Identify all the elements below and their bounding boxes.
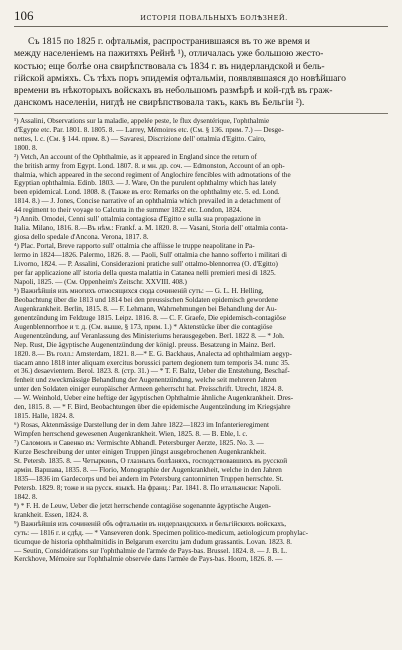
footnote-line: Livorno, 1824. — P. Assalini, Considerazioni pratiche sull' ottalmo-blennorrea (O. d'Egitto): [14, 260, 278, 269]
main-line: костью; еще болѣе она свирѣпствовала съ 1834 г. въ нидерландской и бель-: [14, 60, 325, 72]
footnote-line: 1814. 8.) — J. Jones, Concise narrative of an ophthalmia which prevailed in a detachment of: [14, 197, 281, 206]
footnote-line: ticumque de historia ophthalmitidis in Belgarum exercitu jam dudum grassantis. Lovan. 1823. 8.: [14, 537, 292, 546]
footnote-line: giosa dello spedale d'Ancona. Verona, 1817. 8.: [14, 233, 149, 242]
footnote-line: unter den Soldaten einiger europäischer Armeen geherrscht hat. Preisschrift. Utrecht, 1824. 8.: [14, 385, 284, 394]
footnote-line: Italia. Milano, 1816. 8.—Въ нѣм.: Frankf. a. M. 1820. 8. — Vasani, Storia dell' ottalmia conta-: [14, 224, 288, 233]
main-line: Съ 1815 по 1825 г. офтальмія, распространившаяся въ то же время и: [28, 36, 310, 47]
footnote-line: Kurze Beschreibung der unter einigen Truppen jüngst ausgebrochenen Augenkrankheit.: [14, 448, 267, 457]
footnote-line: d'Égypte etc. Par. 1801. 8. 1805. 8. — Larrey, Mémoires etc. (См. § 136. прим. 7.) — Desge-: [14, 125, 284, 134]
footnotes: [14, 117, 388, 565]
footnote-line: the british army from Egypt. Lond. 1807. 8. и мн. др. соч. — Edmonston, Account of an oph-: [14, 161, 285, 170]
footnote-line: ⁵) Важнѣйшія изъ многихъ относящихся сюда сочиненій суть: — G. L. H. Helling,: [14, 286, 264, 295]
main-line: данскомъ населеніи, нигдѣ не свирѣпствовала такъ, какъ въ Бельгіи ²).: [14, 97, 305, 109]
footnote-line: krankheit. Essen, 1824. 8.: [14, 510, 89, 519]
footnote-line: thalmia, which appeared in the second regiment of Anglochire fencibles with admotations of the: [14, 170, 291, 179]
footnote-line: per far applicazione all' istoria della questa malattia in Catanea nelli premieri mesi di 1825.: [14, 268, 276, 277]
page-number: 106: [14, 8, 34, 23]
footnote-line: Egyptian ophthalmia. Edinb. 1803. — J. Ware, On the purulent ophthalmy which has lately: [14, 179, 277, 188]
footnote-line: ⁷) Саломонъ и Савенко въ: Vermischte Abhandl. Petersburger Aerzte, 1825. No. 3. —: [14, 439, 264, 448]
footnote-line: Nep. Rust, Die ägyptische Augenentzündung der königl. preuss. Besatzung in Mainz. Berl.: [14, 340, 276, 349]
footnote-line: Augenblennorrhoe и т. д. (См. выше, § 173, прим. 1.) * Aktenstücke über die contagiöse: [14, 322, 273, 331]
footnote-line: den, 1815. 8. — * F. Bird, Beobachtungen über die epidemische Augentzündung im Kriegsjahre: [14, 403, 291, 412]
footnote-line: been epidemical. Lond. 1808. 8. (Также въ его: Remarks on the ophthalmy etc. 5. ed. Lond.: [14, 188, 280, 197]
footnote-line: Beobachtung über die 1813 und 1814 bei den preussischen Soldaten epidemisch gewordene: [14, 295, 279, 304]
footnote-line: Napoli, 1825. — (См. Oppenheim's Zeitschr. XXVIII. 408.): [14, 277, 187, 286]
footnote-line: ⁸) * F. H. de Leuw, Ueber die jetzt herrschende contagiöse sogenannte ägyptische Augen-: [14, 501, 271, 510]
footnote-line: tiacam anno 1818 inter aliquam exercitus borussici partem degionem tum temporis 34. nunc 35.: [14, 358, 290, 367]
footnote-line: — W. Weinhold, Ueber eine heftige der ägyptischen Ophthalmie ähnliche Augenkrankheit. Dres-: [14, 394, 294, 403]
footnote-line: ⁶) Rosas, Aktenmässige Darstellung der in dem Jahre 1822—1823 im Infanterieregiment: [14, 421, 270, 430]
footnote-line: Augenkrankheit. Berlin, 1815. 8. — F. Lehmann, Wahrnehmungen bei Behandlung der Au-: [14, 304, 277, 313]
footnote-line: Petersb. 1829. 8; тоже и на русск. языкѣ. На франц.: Par. 1841. 8. По итальянски: Napoli.: [14, 483, 281, 492]
main-paragraph: [14, 36, 388, 110]
footnote-line: 1820. 8.— Въ голл.: Amsterdam, 1821. 8.—* E. G. Backhaus, Analecta ad ophthalmiam aegyp-: [14, 349, 292, 358]
footnote-line: ⁴) Plac. Portal, Breve rapporto sull' ottalmia che affiisse le truppe neapolitane in Pa-: [14, 242, 255, 251]
footnote-line: fenheit und zweckmässige Behandlung der Augenentzündung, welche seit mehreren Jahren: [14, 376, 277, 385]
main-line: времени въ нѣкоторыхъ войскахъ въ небольшомъ размѣрѣ и кой-гдѣ въ граж-: [14, 85, 333, 97]
footnote-line: 44 regiment to their voyage to Calcutta in the summer 1822 etc. London, 1824.: [14, 206, 242, 215]
footnote-line: 1842. 8.: [14, 492, 38, 501]
page-header: [14, 8, 388, 27]
footnote-line: арміи. Варшава, 1835. 8. — Florio, Monographie der Augenkrankheit, welche in den Jahren: [14, 465, 282, 474]
footnote-line: St. Petersb. 1835. 8. — Четыркинъ, О глазныхъ болѣзняхъ, господствовавшихъ въ русской: [14, 457, 288, 465]
footnote-line: ²) Vetch, An account of the Ophthalmie, as it appeared in England since the return of: [14, 152, 257, 161]
main-line: между населеніемъ на пажитяхъ Рейнѣ ¹), отличалась уже большою жесто-: [14, 48, 324, 60]
footnote-line: ³) Annib. Omodei, Cenni sull' ottalmia contagiosa d'Egitto e sulla sua propagazione in: [14, 215, 261, 224]
footnote-divider: [14, 113, 388, 114]
footnote-line: genentzündung im Feldzuge 1815. Leipz. 1816. 8. — C. F. Graefe, Die epidemisch-contagiöse: [14, 313, 286, 322]
footnote-line: Kerckhove, Mémoire sur l'ophthalmie observée dans l'armée de Pays-bas. Hoorn, 1826. 8. —: [14, 555, 283, 564]
footnote-line: Augenentzündung, auf Veranlassung des Ministeriums herausgegeben. Berl. 1822 8. — * Joh.: [14, 331, 285, 340]
footnote-line: et 36.) desaevientem. Berol. 1823. 8. (стр. 31.) — * T. F. Baltz, Ueber die Entstehung, Beschaf-: [14, 367, 290, 376]
main-line: гійской арміяхъ. Съ тѣхъ поръ эпидемія офтальміи, появлявшаяся до новѣйшаго: [14, 72, 347, 84]
footnote-line: 1835—1836 im Gardecorps und bei andern im Petersburg cantonnirten Truppen herrschte. St.: [14, 474, 284, 483]
footnote-line: lermo in 1824—1826. Palermo, 1826. 8. — Paoli, Sull' ottalmia che hanno sofferto i militari di: [14, 251, 288, 260]
footnote-line: Wimpfen herrschend gewesenen Augenkrankheit. Wien, 1825. 8. — B. Eble, l. c.: [14, 430, 248, 439]
footnote-line: суть: — 1816 г. и сдѣд. — * Vanseveren donk. Specimen politico-medicum, aetiologicum prophylac-: [14, 528, 308, 537]
footnote-line: nettes, l. c. (См. § 144. прим. 8.) — Savaresi, Discrizione dell' ottalmia d'Egitto. Cairo,: [14, 134, 266, 143]
footnote-line: 1815. Halle, 1824. 8.: [14, 412, 75, 421]
footnote-line: 1800. 8.: [14, 143, 38, 152]
running-title: ИСТОРІЯ ПОВАЛЬНЫХЪ БОЛѢЗНЕЙ.: [140, 14, 288, 22]
footnote-line: ¹) Assalini, Observations sur la maladie, appelée peste, le flux dysentérique, l'ophthalmie: [14, 116, 270, 125]
footnote-line: ⁹) Важнѣйшія изъ сочиненій объ офтальміи въ нидерландскихъ и бельгійскихъ войскахъ,: [14, 519, 287, 528]
footnote-line: — Seutin, Considérations sur l'ophthalmie de l'armée de Pays-bas. Brussel. 1824. 8. — J. B. L.: [14, 546, 288, 555]
